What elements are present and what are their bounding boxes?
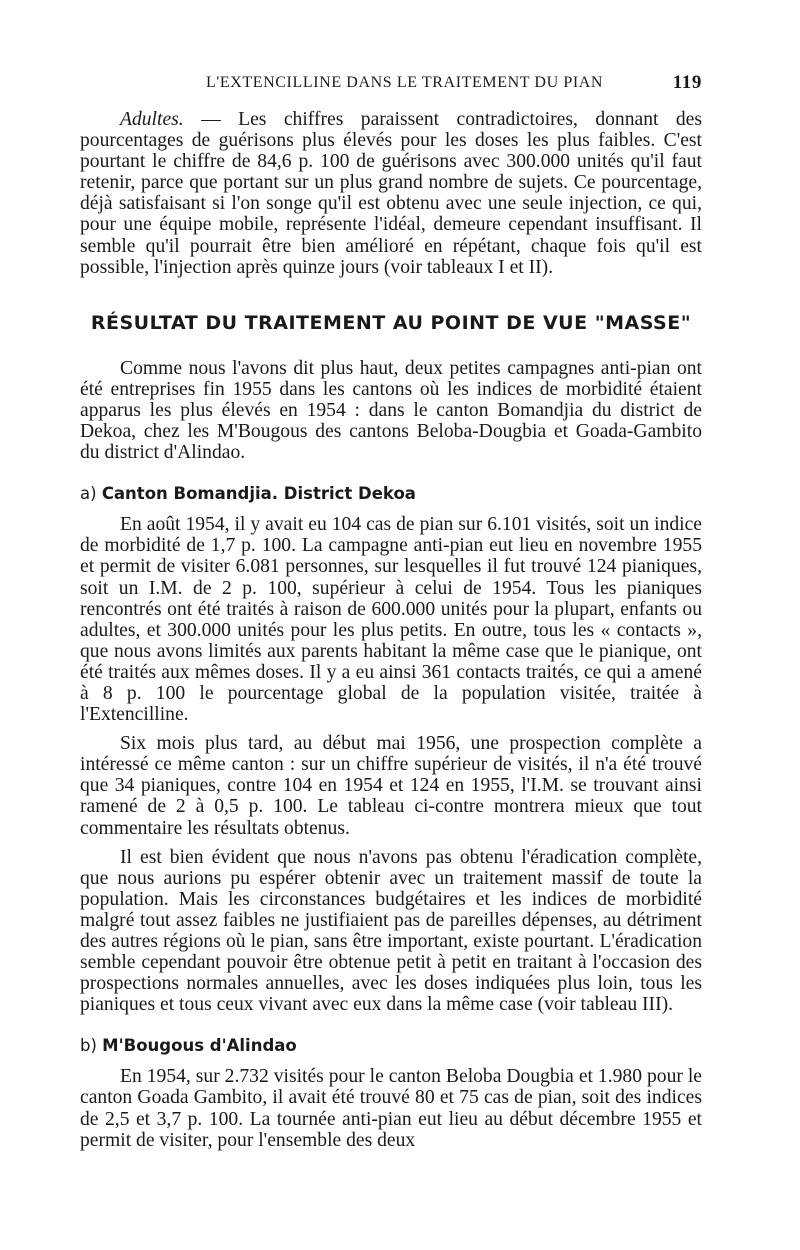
page-number: 119	[672, 72, 702, 93]
paragraph-gap	[80, 725, 702, 733]
page-body	[80, 109, 702, 1151]
paragraph-mass-intro: Comme nous l'avons dit plus haut, deux petites campagnes anti-pian ont été entreprises fin 1955 dans les cantons où les indices de morbidité étaient apparus les plus élevés en 1954 : dans le canton Bomandjia du district de Dekoa, chez les M'Bougous des cantons Beloba-Dougbia et Goada-Gambito du district d'Alindao.	[80, 357, 702, 464]
running-title: L'EXTENCILLINE DANS LE TRAITEMENT DU PIAN	[206, 74, 604, 91]
paragraph-a-1: En août 1954, il y avait eu 104 cas de pian sur 6.101 visités, soit un indice de morbidité de 1,7 p. 100. La campagne anti-pian eut lieu en novembre 1955 et permit de visiter 6.081 personnes, sur lesquelles il fut trouvé 124 pianiques, soit un I.M. de 2 p. 100, supérieur à celui de 1954. Tous les pianiques rencontrés ont été traités à raison de 600.000 unités pour la plupart, enfants ou adultes, et 300.000 unités pour les plus petits. En outre, tous les « contacts », que nous avons limités aux parents habitant la même case que le pianique, ont été traités aux mêmes doses. Il y a eu ainsi 361 contacts traités, ce qui a amené à 8 p. 100 le pourcentage global de la population visitée, traitée à l'Extencilline.	[80, 514, 702, 726]
paragraph-adults	[80, 109, 702, 278]
paragraph-gap	[80, 839, 702, 847]
subsection-heading-a	[80, 484, 702, 503]
section-heading-mass: RÉSULTAT DU TRAITEMENT AU POINT DE VUE "MASSE"	[90, 311, 692, 334]
adults-dash: —	[183, 109, 239, 130]
subsection-title-a: Canton Bomandjia. District Dekoa	[101, 484, 416, 504]
paragraph-a-3: Il est bien évident que nous n'avons pas obtenu l'éradication complète, que nous aurions pu espérer obtenir avec un traitement massif de toute la population. Mais les circonstances budgétaires et les indices de morbidité malgré tout assez faibles ne justifiaient pas de pareilles dépenses, au détriment des autres régions où le pian, sans être important, existe pourtant. L'éradication semble cependant pouvoir être obtenue petit à petit en traitant à l'occasion des prospections normales annuelles, avec les doses indiquées plus loin, tous les pianiques et tous ceux vivant avec eux dans la même case (voir tableau III).	[80, 846, 702, 1016]
adults-lead: Adultes.	[120, 109, 184, 130]
subsection-marker-a: a)	[80, 484, 97, 504]
subsection-title-b: M'Bougous d'Alindao	[102, 1036, 297, 1056]
paragraph-b-1: En 1954, sur 2.732 visités pour le canton Beloba Dougbia et 1.980 pour le canton Goada Gambito, il avait été trouvé 80 et 75 cas de pian, soit des indices de 2,5 et 3,7 p. 100. La tournée anti-pian eut lieu au début décembre 1955 et permit de visiter, pour l'ensemble des deux	[80, 1066, 702, 1151]
subsection-heading-b	[80, 1036, 702, 1055]
subsection-marker-b: b)	[80, 1036, 97, 1056]
adults-text: Les chiffres paraissent contradictoires, donnant des pourcentages de guérisons plus élevés pour les doses les plus faibles. C'est pourtant le chiffre de 84,6 p. 100 de guérisons avec 300.000 unités qu'il faut retenir, parce que portant sur un plus grand nombre de sujets. Ce pourcentage, déjà satisfaisant si l'on songe qu'il est obtenu avec une seule injection, ce qui, pour une équipe mobile, représente l'idéal, demeure cependant insuffisant. Il semble qu'il pourrait être bien amélioré en répétant, chaque fois qu'il est possible, l'injection après quinze jours (voir tableaux I et II).	[80, 109, 702, 278]
paragraph-a-2: Six mois plus tard, au début mai 1956, une prospection complète a intéressé ce même canton : sur un chiffre supérieur de visités, il n'a été trouvé que 34 pianiques, contre 104 en 1954 et 124 en 1955, l'I.M. se trouvant ainsi ramené de 2 à 0,5 p. 100. Le tableau ci-contre montrera mieux que tout commentaire les résultats obtenus.	[80, 733, 702, 839]
